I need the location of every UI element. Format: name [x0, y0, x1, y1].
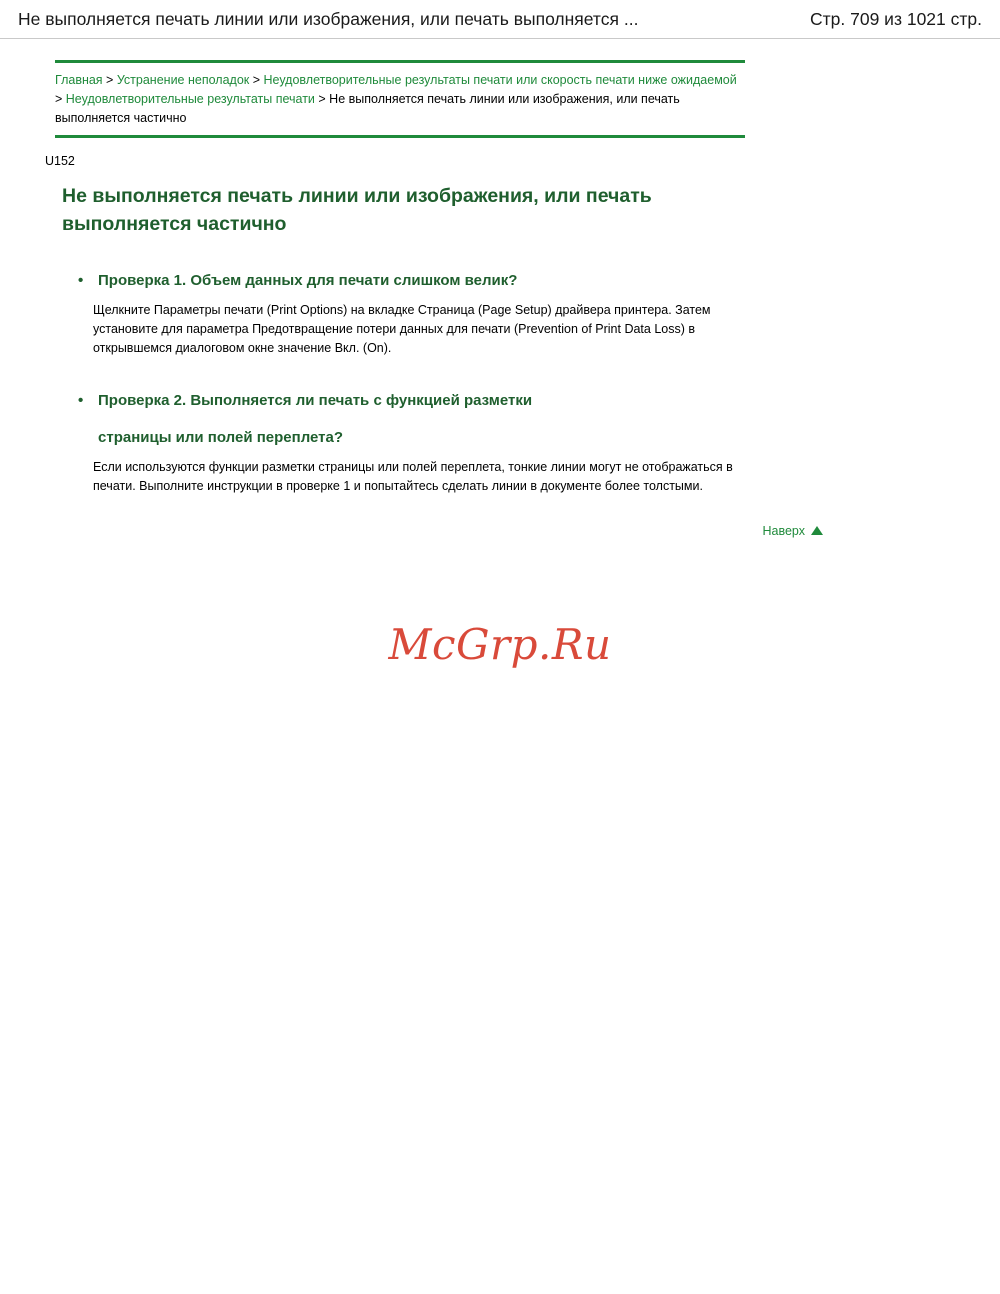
check-1-heading-text: Проверка 1. Объем данных для печати слишком велик?	[98, 272, 518, 289]
watermark: McGrp.Ru	[388, 620, 612, 669]
header-title: Не выполняется печать линии или изображения, или печать выполняется ...	[18, 8, 639, 29]
breadcrumb-item-home[interactable]: Главная	[55, 73, 103, 87]
breadcrumb-section	[55, 60, 745, 138]
check-1-body: Щелкните Параметры печати (Print Options) на вкладке Страница (Page Setup) драйвера принтера. Затем установите для параметра Предотвращение потери данных для печати (Prevention of Print Data Loss) в открывшемся диалоговом окне значение Вкл. (On).	[93, 303, 711, 355]
breadcrumb-separator: >	[249, 73, 264, 87]
breadcrumb-item-print-results[interactable]: Неудовлетворительные результаты печати или скорость печати ниже ожидаемой	[263, 73, 737, 87]
breadcrumb-item-unsatisfactory-results[interactable]: Неудовлетворительные результаты печати	[65, 92, 315, 106]
check-section-1	[78, 268, 758, 358]
page-header	[0, 0, 1000, 38]
breadcrumb-current: Не выполняется печать линии или изображения, или печать выполняется частично	[55, 92, 680, 125]
page-title: Не выполняется печать линии или изображения, или печать выполняется частично	[62, 185, 652, 235]
arrow-up-icon[interactable]	[811, 526, 823, 535]
bullet-icon: •	[78, 272, 84, 289]
breadcrumb-separator: >	[314, 92, 330, 106]
check-2-body: Если используются функции разметки страницы или полей переплета, тонкие линии могут не отображаться в печати. Выполните инструкции в проверке 1 и попытайтесь сделать линии в документе более толстыми.	[93, 460, 733, 493]
article-code: U152	[45, 154, 75, 168]
check-2-heading-text-line2: страницы или полей переплета?	[98, 429, 344, 446]
check-2-heading-text: Проверка 2. Выполняется ли печать с функцией разметки	[98, 392, 533, 409]
breadcrumb	[55, 63, 745, 135]
check-2-heading	[78, 388, 758, 451]
back-to-top-row	[78, 522, 823, 540]
header-page-info: Стр. 709 из 1021 стр.	[810, 8, 982, 29]
breadcrumb-bottom-rule	[55, 135, 745, 138]
document-content	[0, 38, 1000, 540]
check-section-2	[78, 388, 805, 540]
breadcrumb-separator: >	[55, 92, 66, 106]
breadcrumb-item-troubleshooting[interactable]: Устранение неполадок	[116, 73, 250, 87]
back-to-top-link[interactable]: Наверх	[762, 523, 805, 538]
breadcrumb-separator: >	[102, 73, 117, 87]
bullet-icon: •	[78, 392, 84, 409]
check-1-heading	[78, 268, 758, 294]
